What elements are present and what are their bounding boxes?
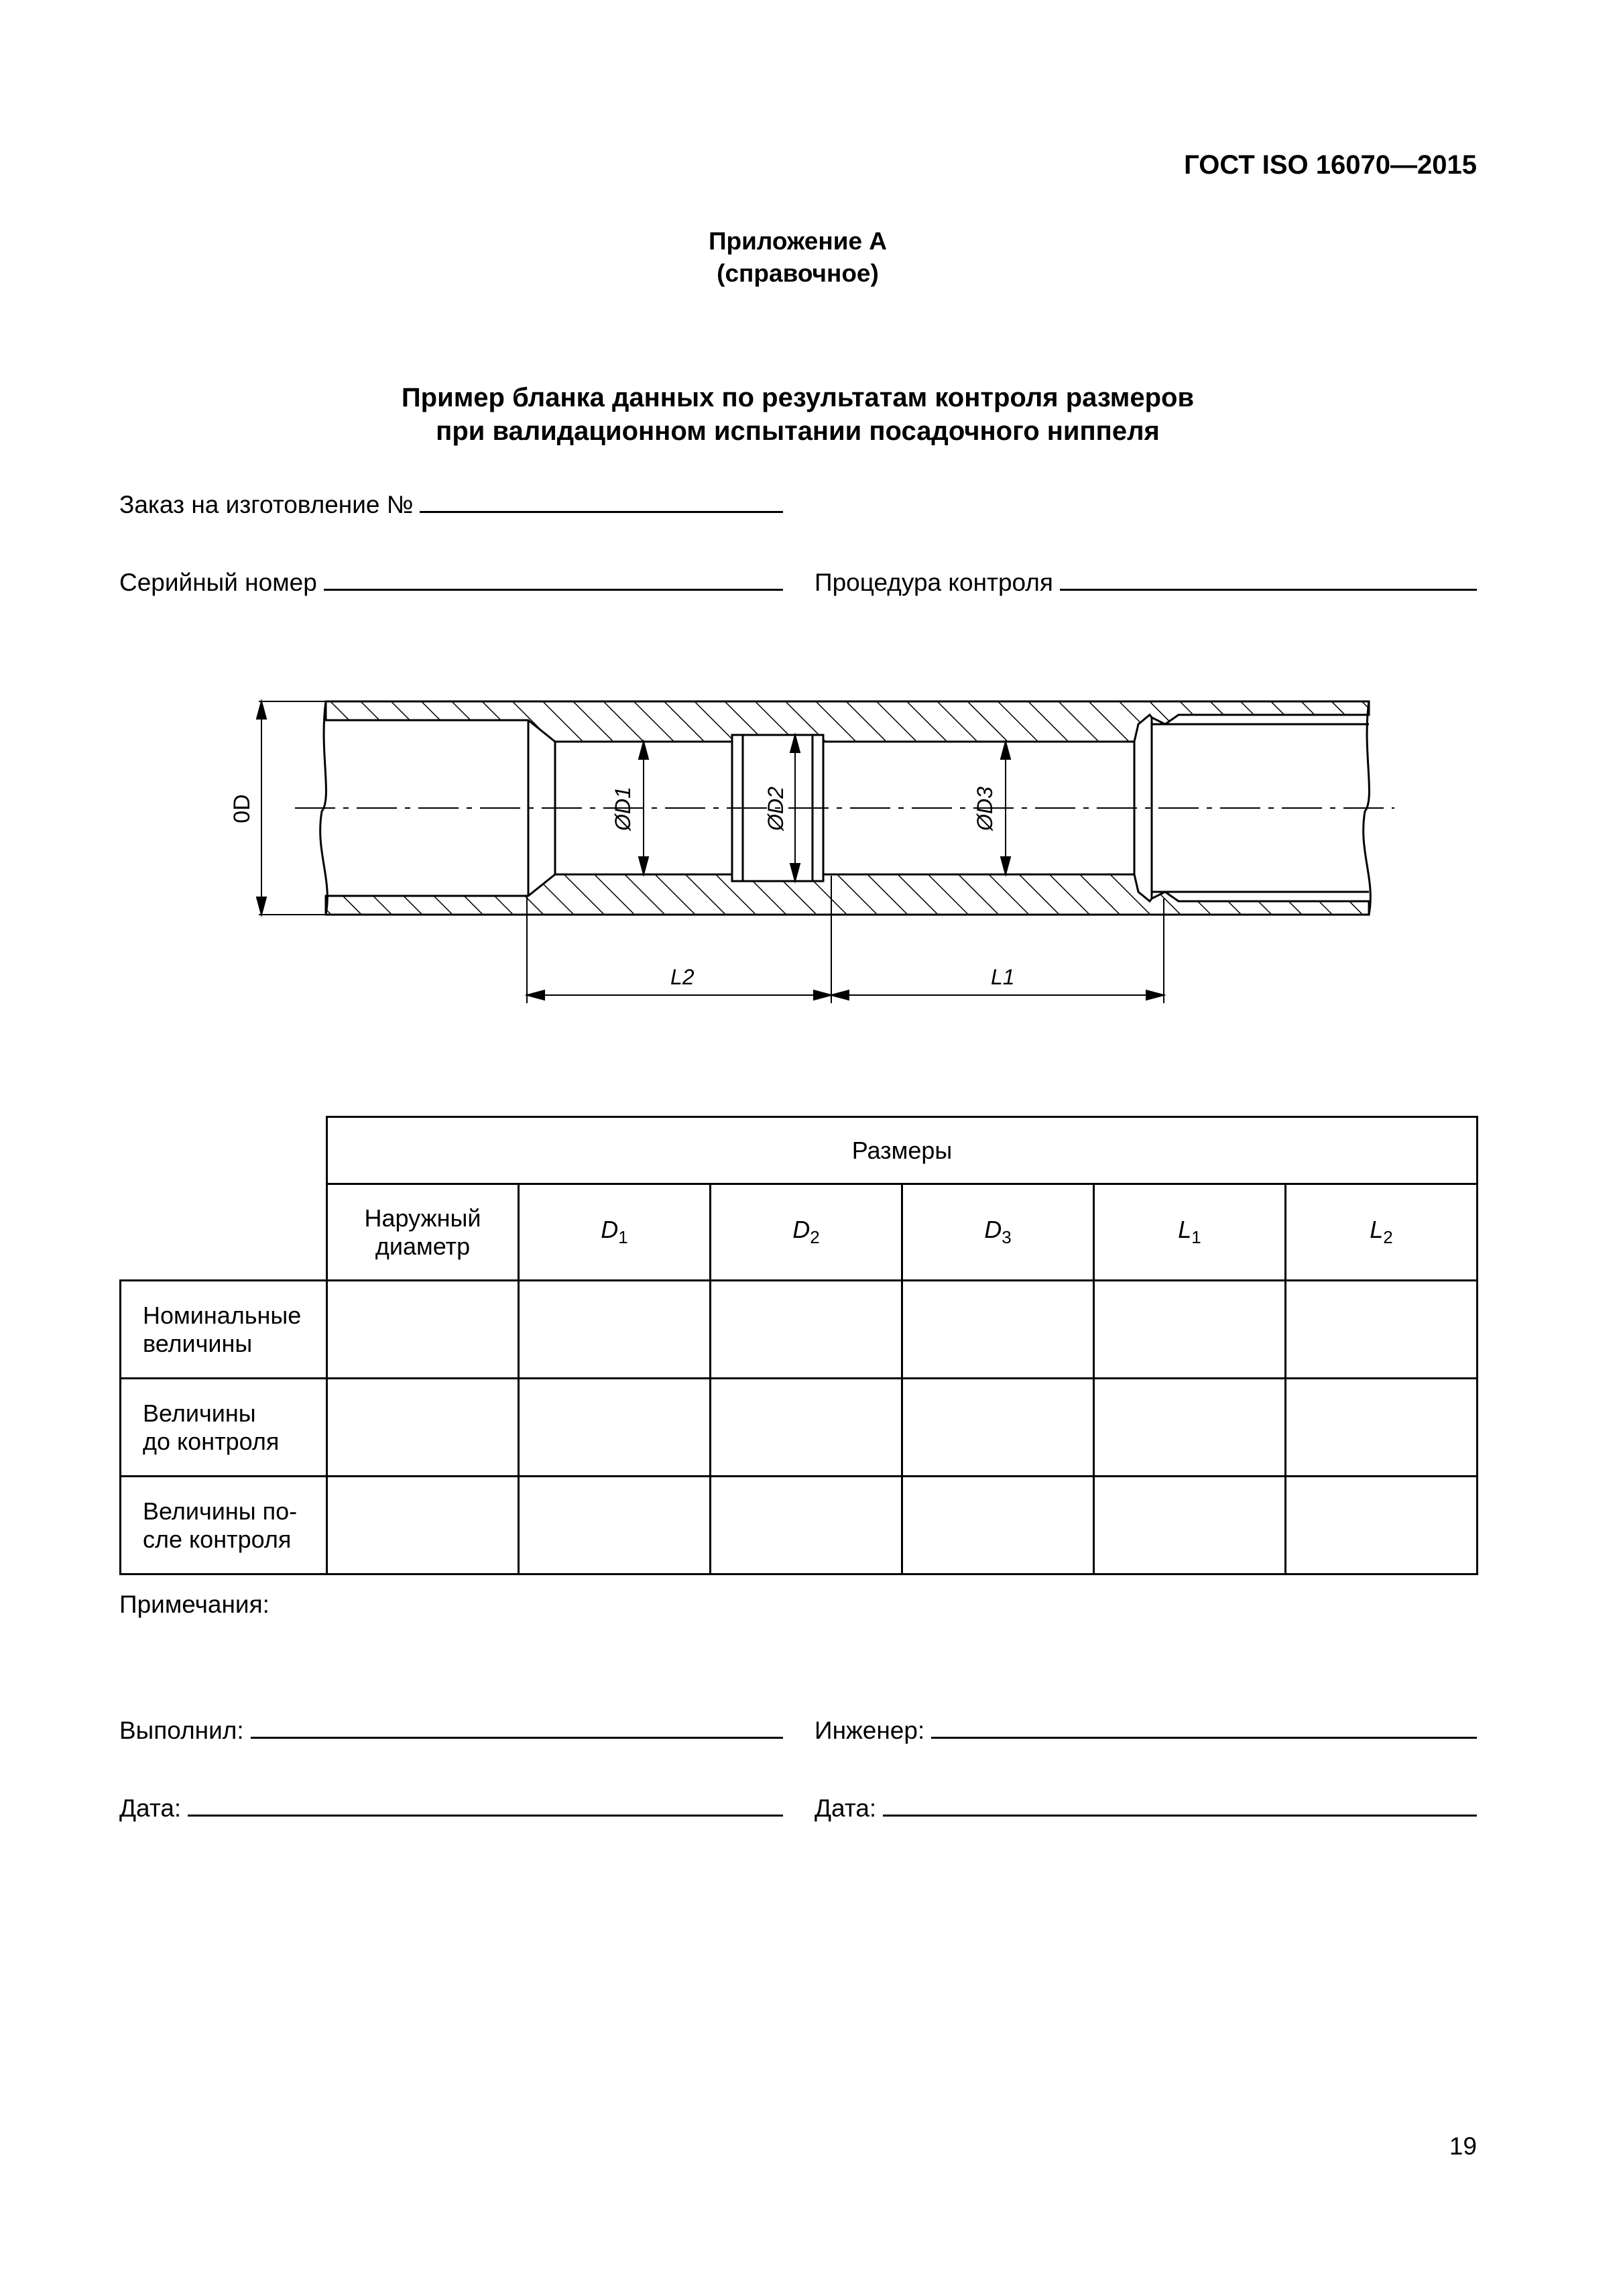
order-number-line[interactable] <box>420 491 783 513</box>
serial-number-line[interactable] <box>324 569 783 591</box>
table-cell[interactable] <box>1286 1379 1478 1477</box>
page-number: 19 <box>1449 2132 1477 2160</box>
performed-by-line[interactable] <box>251 1717 783 1739</box>
table-cell[interactable] <box>519 1281 711 1379</box>
col-d3-sub: 3 <box>1002 1227 1012 1248</box>
order-number-label: Заказ на изготовление № <box>119 491 414 518</box>
table-cell[interactable] <box>1094 1281 1286 1379</box>
od-label: 0D <box>229 794 255 823</box>
row-after-line1: Величины по- <box>143 1497 298 1525</box>
serial-number-label: Серийный номер <box>119 569 317 596</box>
lower-wall <box>326 874 1369 915</box>
col-header-outer-line1: Наружный <box>364 1204 481 1232</box>
col-d3-sym: D <box>984 1216 1002 1244</box>
procedure-label: Процедура контроля <box>815 569 1053 596</box>
d2-label: ØD2 <box>764 787 788 831</box>
col-header-l2 <box>1286 1184 1478 1281</box>
table-cell[interactable] <box>711 1281 902 1379</box>
col-l1-sub: 1 <box>1191 1227 1201 1248</box>
date-left-line[interactable] <box>188 1794 783 1817</box>
col-header-outer-diameter <box>327 1184 519 1281</box>
table-cell[interactable] <box>711 1477 902 1574</box>
d1-label: ØD1 <box>611 787 635 831</box>
row-before-line1: Величины <box>143 1399 256 1427</box>
engineer-line[interactable] <box>931 1717 1477 1739</box>
col-header-outer-line2: диаметр <box>375 1232 471 1260</box>
d3-label: ØD3 <box>973 787 997 831</box>
row-label-after <box>121 1477 327 1574</box>
row-label-before <box>121 1379 327 1477</box>
col-header-d3 <box>902 1184 1094 1281</box>
corner-blank-cell <box>121 1117 327 1281</box>
date-right-label: Дата: <box>815 1794 877 1822</box>
nipple-section-drawing <box>215 677 1408 1026</box>
table-cell[interactable] <box>327 1379 519 1477</box>
col-l1-sym: L <box>1178 1216 1192 1244</box>
document-code: ГОСТ ISO 16070—2015 <box>1184 150 1477 180</box>
table-cell[interactable] <box>1094 1379 1286 1477</box>
table-cell[interactable] <box>711 1379 902 1477</box>
row-nominal-line2: величины <box>143 1329 253 1357</box>
col-d2-sub: 2 <box>810 1227 820 1248</box>
table-row <box>121 1477 1478 1574</box>
date-right-line[interactable] <box>883 1794 1477 1817</box>
row-label-nominal <box>121 1281 327 1379</box>
table-cell[interactable] <box>519 1477 711 1574</box>
appendix-type: (справочное) <box>717 260 879 287</box>
table-cell[interactable] <box>327 1477 519 1574</box>
table-cell[interactable] <box>327 1281 519 1379</box>
order-number-field[interactable] <box>119 491 783 519</box>
upper-wall <box>326 701 1369 742</box>
date-left-field[interactable] <box>119 1794 783 1823</box>
col-l2-sub: 2 <box>1383 1227 1393 1248</box>
row-nominal-line1: Номинальные <box>143 1301 302 1329</box>
table-cell[interactable] <box>902 1379 1094 1477</box>
table-cell[interactable] <box>1286 1281 1478 1379</box>
l2-label: L2 <box>670 965 695 989</box>
table-row <box>121 1281 1478 1379</box>
dimensions-table <box>119 1116 1478 1575</box>
col-header-d2 <box>711 1184 902 1281</box>
col-l2-sym: L <box>1370 1216 1384 1244</box>
col-d1-sub: 1 <box>618 1227 628 1248</box>
date-right-field[interactable] <box>815 1794 1477 1823</box>
appendix-label: Приложение А <box>708 227 888 255</box>
table-cell[interactable] <box>902 1281 1094 1379</box>
col-header-l1 <box>1094 1184 1286 1281</box>
row-before-line2: до контроля <box>143 1427 280 1455</box>
engineer-field[interactable] <box>815 1717 1477 1745</box>
notes-label: Примечания: <box>119 1591 269 1618</box>
table-row <box>121 1379 1478 1477</box>
col-d2-sym: D <box>792 1216 810 1244</box>
form-title-line-1: Пример бланка данных по результатам контроля размеров <box>401 383 1195 412</box>
col-d1-sym: D <box>601 1216 619 1244</box>
table-cell[interactable] <box>902 1477 1094 1574</box>
l1-label: L1 <box>991 965 1015 989</box>
date-left-label: Дата: <box>119 1794 182 1822</box>
procedure-line[interactable] <box>1060 569 1477 591</box>
performed-by-label: Выполнил: <box>119 1717 244 1744</box>
performed-by-field[interactable] <box>119 1717 783 1745</box>
table-cell[interactable] <box>1286 1477 1478 1574</box>
table-cell[interactable] <box>1094 1477 1286 1574</box>
col-header-d1 <box>519 1184 711 1281</box>
form-title-line-2: при валидационном испытании посадочного ниппеля <box>436 416 1160 446</box>
group-header-dimensions: Размеры <box>327 1117 1478 1184</box>
engineer-label: Инженер: <box>815 1717 925 1744</box>
procedure-field[interactable] <box>815 569 1477 597</box>
row-after-line2: сле контроля <box>143 1525 292 1553</box>
serial-number-field[interactable] <box>119 569 783 597</box>
table-cell[interactable] <box>519 1379 711 1477</box>
